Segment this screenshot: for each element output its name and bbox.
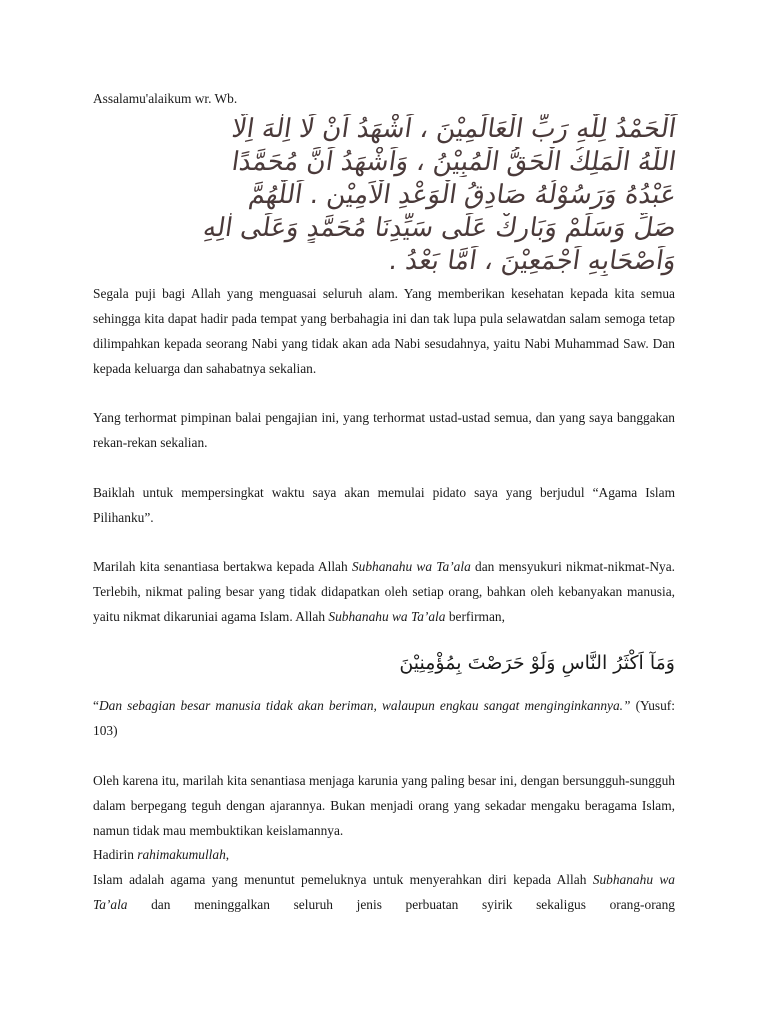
hadirin-italic: rahimakumullah	[137, 847, 226, 862]
calligraphy-line-5: وَاَصْحَابِهِ اَجْمَعِيْنَ ، اَمَّا بَعْدُ .	[387, 246, 679, 276]
hadirin-text: Hadirin	[93, 847, 138, 862]
paragraph-islam	[93, 867, 675, 917]
calligraphy-line-4: صَلِّ وَسَلِّمْ وَبَارِكْ عَلَى سَيِّدِنَا مُحَمَّدٍ وَعَلَى اٰلِهِ	[201, 213, 679, 243]
p4-italic2: Subhanahu wa Ta’ala	[328, 609, 446, 624]
greeting: Assalamu'alaikum wr. Wb.	[93, 91, 238, 106]
verse-translation	[93, 693, 675, 743]
calligraphy-line-2: اللّٰهُ الْمَلِكُ الْحَقُّ الْمُبِيْنُ ، وَاَشْهَدُ اَنَّ مُحَمَّدًا	[229, 147, 679, 177]
paragraph-speech-title: Baiklah untuk mempersingkat waktu saya akan memulai pidato saya yang berjudul “Agama Islam Pilihanku”.	[93, 485, 675, 525]
p4-italic1: Subhanahu wa Ta’ala	[351, 559, 471, 574]
calligraphy-line-3: عَبْدُهُ وَرَسُوْلُهُ صَادِقُ الْوَعْدِ الْاَمِيْنِ . اَللّٰهُمَّ	[247, 180, 679, 210]
paragraph-taqwa	[93, 554, 675, 629]
hadirin-comma: ,	[225, 847, 230, 862]
translation-open-quote: “	[93, 698, 99, 713]
paragraph-opening-praise: Segala puji bagi Allah yang menguasai seluruh alam. Yang memberikan kesehatan kepada kita semua sehingga kita dapat hadir pada tempat yang berbahagia ini dan tak lupa pula selawatdan salam semoga tetap dilimpahkan kepada seorang Nabi yang tidak akan ada Nabi sesudahnya, yaitu Nabi Muhammad Saw. Dan kepada keluarga dan sahabatnya sekalian.	[93, 286, 675, 376]
paragraph-karunia: Oleh karena itu, marilah kita senantiasa menjaga karunia yang paling besar ini, dengan bersungguh-sungguh dalam berpegang teguh dengan ajarannya. Bukan menjadi orang yang sekadar mengaku beragama Islam, namun tidak mau membuktikan keislamannya.	[93, 773, 675, 838]
calligraphy-line-1: اَلْحَمْدُ لِلّٰهِ رَبِّ الْعَالَمِيْنَ ، اَشْهَدُ اَنْ لَا اِلٰهَ اِلَّا	[229, 114, 679, 144]
arabic-calligraphy-opening	[148, 112, 679, 280]
translation-text: Dan sebagian besar manusia tidak akan beriman, walaupun engkau sangat menginginkannya.”	[98, 698, 631, 713]
p6-text1: Islam adalah agama yang menuntut pemeluknya untuk menyerahkan diri kepada Allah	[93, 872, 593, 887]
quran-verse: وَمَآ اَكْثَرُ النَّاسِ وَلَوْ حَرَصْتَ بِمُؤْمِنِيْنَ	[399, 652, 675, 674]
p6-text2: dan meninggalkan seluruh jenis perbuatan syirik sekaligus orang-orang	[127, 897, 675, 912]
hadirin-line	[93, 842, 675, 867]
p6-italic: Subhanahu wa Ta’ala	[93, 872, 675, 912]
paragraph-salutation: Yang terhormat pimpinan balai pengajian ini, yang terhormat ustad-ustad semua, dan yang saya banggakan rekan-rekan sekalian.	[93, 410, 675, 450]
p4-text2: dan mensyukuri nikmat-nikmat-Nya. Terlebih, nikmat paling besar yang tidak didapatkan oleh setiap orang, bahkan oleh kebanyakan manusia, yaitu nikmat dikaruniai agama Islam. Allah	[93, 559, 675, 624]
translation-ref: (Yusuf: 103)	[93, 698, 675, 738]
p4-text1: Marilah kita senantiasa bertakwa kepada Allah	[93, 559, 352, 574]
p4-text3: berfirman,	[445, 609, 505, 624]
